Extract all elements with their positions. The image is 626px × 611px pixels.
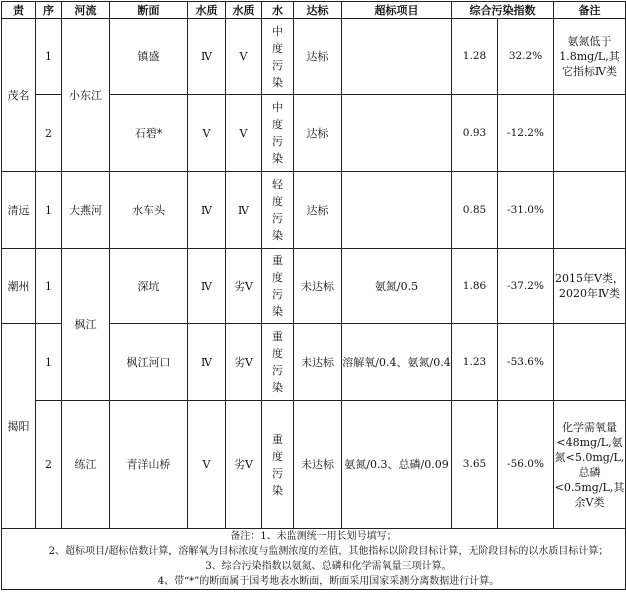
index-cell: 1.86	[452, 249, 498, 324]
header-section: 断面	[110, 2, 188, 19]
city-cell: 揭阳	[2, 324, 36, 529]
city-cell: 清远	[2, 172, 36, 249]
seq-cell: 1	[36, 172, 62, 249]
change-cell: -31.0%	[498, 172, 554, 249]
header-remark: 备注	[554, 2, 626, 19]
index-cell: 1.23	[452, 324, 498, 401]
quality-1-cell: Ⅴ	[188, 401, 226, 529]
pollution-level-text: 重度污染	[272, 432, 283, 497]
remark-cell	[554, 95, 626, 172]
quality-1-cell: Ⅴ	[188, 95, 226, 172]
pollution-level-cell	[262, 95, 294, 172]
exceed-cell: 氨氮/0.3、总磷/0.09	[342, 401, 452, 529]
seq-cell: 1	[36, 19, 62, 95]
river-cell: 小东江	[62, 19, 110, 172]
change-cell: -37.2%	[498, 249, 554, 324]
pollution-level-text: 重度污染	[272, 254, 283, 318]
city-cell: 潮州	[2, 249, 36, 324]
section-cell: 枫江河口	[110, 324, 188, 401]
quality-2-cell: 劣Ⅴ	[226, 249, 262, 324]
pollution-level-text: 轻度污染	[272, 178, 283, 242]
notes-row	[2, 529, 626, 590]
remark-cell	[554, 172, 626, 249]
pollution-level-text: 中度污染	[272, 101, 283, 165]
remark-cell	[554, 324, 626, 401]
section-cell: 石碧*	[110, 95, 188, 172]
quality-1-cell: Ⅳ	[188, 172, 226, 249]
header-city: 责	[2, 2, 36, 19]
remark-cell: 氨氮低于1.8mg/L,其它指标Ⅳ类	[554, 19, 626, 95]
index-cell: 3.65	[452, 401, 498, 529]
pollution-level-cell	[262, 401, 294, 529]
exceed-cell	[342, 172, 452, 249]
index-cell: 0.85	[452, 172, 498, 249]
note-item: 4、带“*”的断面属于国考地表水断面，断面采用国家采测分离数据进行计算。	[157, 576, 500, 587]
index-cell: 0.93	[452, 95, 498, 172]
city-cell: 茂名	[2, 19, 36, 172]
pollution-level-cell	[262, 324, 294, 401]
header-index: 综合污染指数	[452, 2, 554, 19]
table-row	[2, 19, 626, 95]
exceed-cell	[342, 19, 452, 95]
river-cell: 练江	[62, 401, 110, 529]
pollution-level-cell	[262, 19, 294, 95]
quality-2-cell: Ⅴ	[226, 19, 262, 95]
remark-cell: 化学需氧量<48mg/L,氨氮<5.0mg/L,总磷<0.5mg/L,其余Ⅴ类	[554, 401, 626, 529]
status-cell: 未达标	[294, 324, 342, 401]
remark-cell: 2015年Ⅴ类，2020年Ⅳ类	[554, 249, 626, 324]
quality-2-cell: Ⅳ	[226, 172, 262, 249]
note-item: 1、未监测统一用长划号填写；	[260, 531, 397, 542]
change-cell: 32.2%	[498, 19, 554, 95]
water-quality-table	[1, 1, 626, 590]
notes-line	[2, 529, 625, 544]
change-cell: -12.2%	[498, 95, 554, 172]
river-cell: 枫江	[62, 249, 110, 401]
table-row	[2, 249, 626, 324]
quality-2-cell: 劣Ⅴ	[226, 324, 262, 401]
section-cell: 青洋山桥	[110, 401, 188, 529]
header-row	[2, 2, 626, 19]
pollution-level-cell	[262, 249, 294, 324]
status-cell: 未达标	[294, 249, 342, 324]
header-quality-2: 水质	[226, 2, 262, 19]
section-cell: 水车头	[110, 172, 188, 249]
quality-1-cell: Ⅳ	[188, 324, 226, 401]
header-status: 达标	[294, 2, 342, 19]
header-seq: 序	[36, 2, 62, 19]
header-pollution-level: 水	[262, 2, 294, 19]
section-cell: 镇盛	[110, 19, 188, 95]
quality-2-cell: 劣Ⅴ	[226, 401, 262, 529]
pollution-level-text: 中度污染	[272, 24, 283, 89]
note-item: 3、综合污染指数以氨氮、总磷和化学需氧量三项计算。	[205, 561, 452, 572]
seq-cell: 2	[36, 95, 62, 172]
notes-cell	[2, 529, 626, 590]
table-row	[2, 401, 626, 529]
section-cell: 深坑	[110, 249, 188, 324]
status-cell: 未达标	[294, 401, 342, 529]
status-cell: 达标	[294, 95, 342, 172]
river-cell: 大燕河	[62, 172, 110, 249]
header-river: 河流	[62, 2, 110, 19]
notes-label: 备注：	[230, 531, 261, 542]
exceed-cell: 溶解氧/0.4、氨氮/0.4	[342, 324, 452, 401]
change-cell: -53.6%	[498, 324, 554, 401]
seq-cell: 1	[36, 324, 62, 401]
table-row	[2, 172, 626, 249]
change-cell: -56.0%	[498, 401, 554, 529]
header-exceed: 超标项目	[342, 2, 452, 19]
quality-1-cell: Ⅳ	[188, 249, 226, 324]
quality-2-cell: Ⅴ	[226, 95, 262, 172]
status-cell: 达标	[294, 19, 342, 95]
quality-1-cell: Ⅳ	[188, 19, 226, 95]
header-quality-1: 水质	[188, 2, 226, 19]
exceed-cell	[342, 95, 452, 172]
seq-cell: 1	[36, 249, 62, 324]
pollution-level-text: 重度污染	[272, 330, 283, 394]
exceed-cell: 氨氮/0.5	[342, 249, 452, 324]
pollution-level-cell	[262, 172, 294, 249]
seq-cell: 2	[36, 401, 62, 529]
water-quality-table-page	[1, 1, 625, 590]
note-item: 2、超标项目/超标倍数计算，溶解氧为目标浓度与监测浓度的差值，其他指标以阶段目标计算，无阶段目标的以水质目标计算；	[48, 546, 609, 557]
status-cell: 达标	[294, 172, 342, 249]
index-cell: 1.28	[452, 19, 498, 95]
